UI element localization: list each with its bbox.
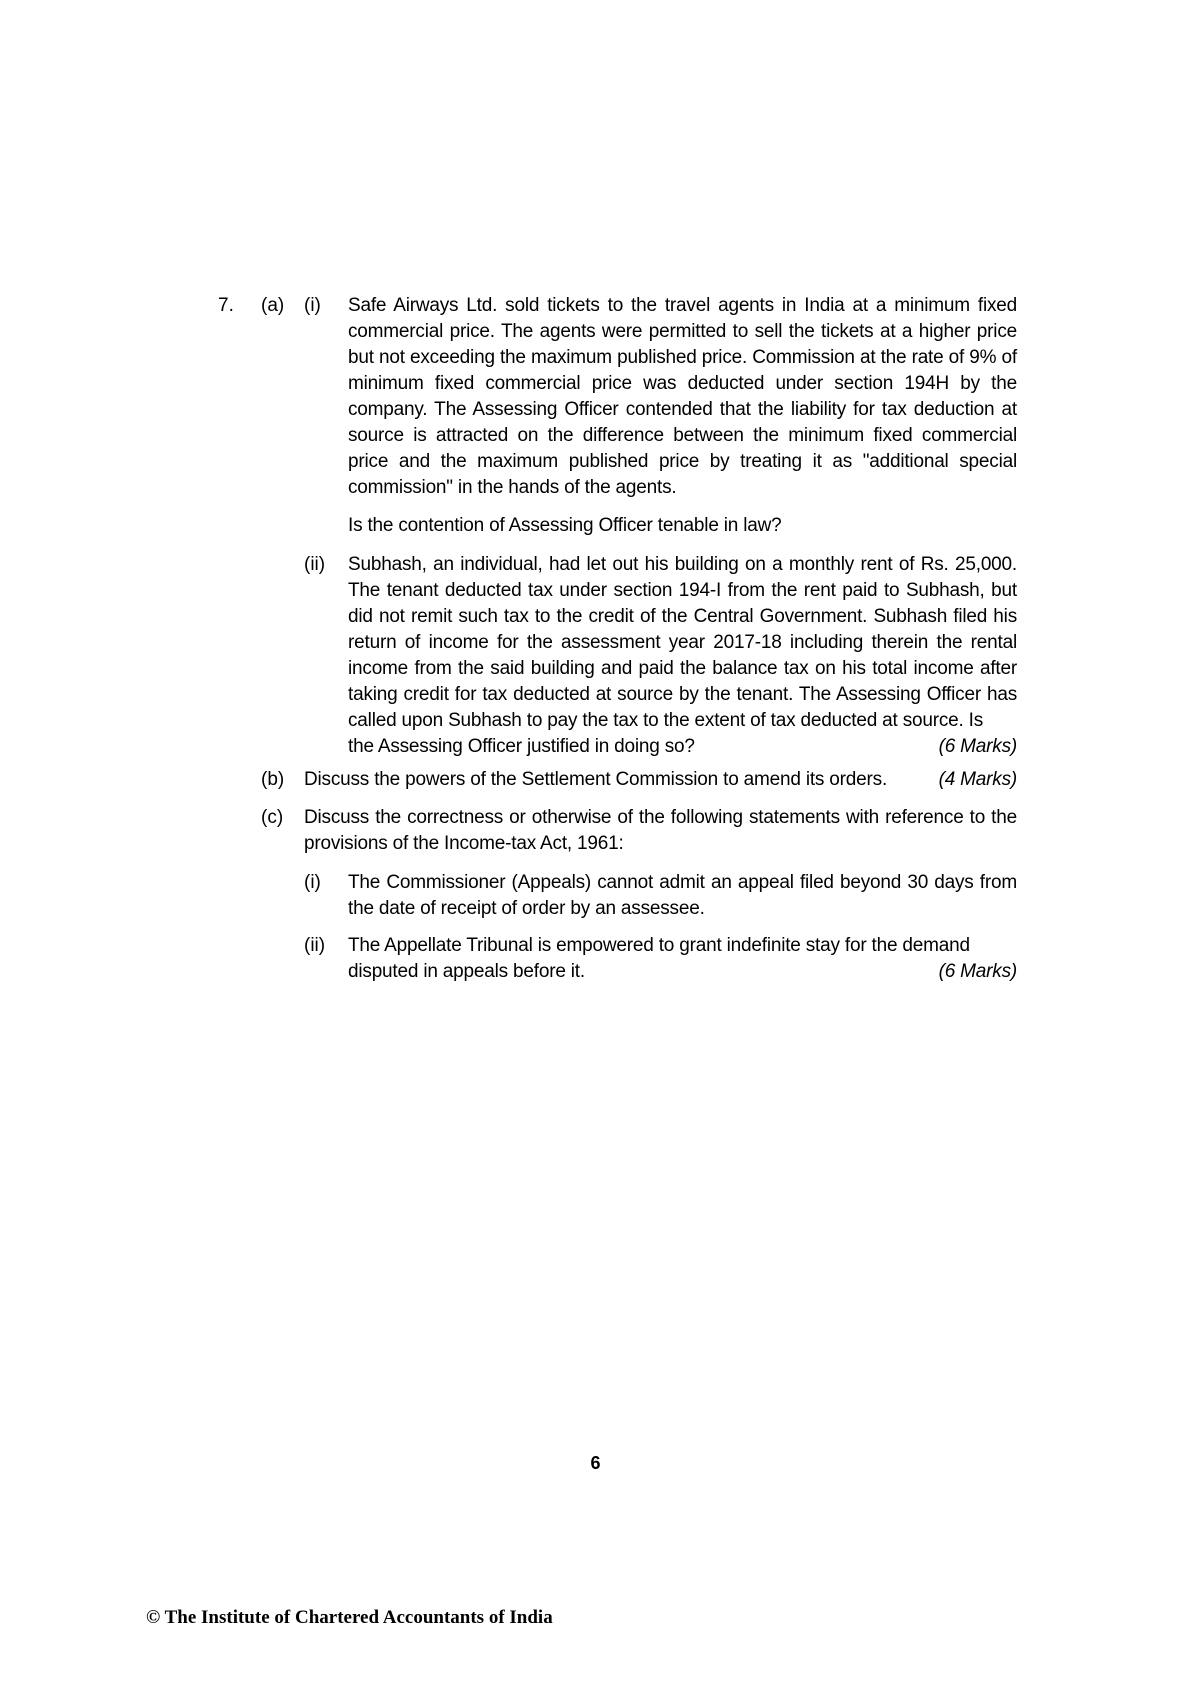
q7a-ii-text: Subhash, an individual, had let out his building on a monthly rent of Rs. 25,000. The tenant deducted tax under section 194-I from the rent paid to Subhash, but did not remit such tax to the credit of the Central Government. Subhash filed his return of income for the assessment year 2017-18 including therein the rental income from the said building and paid the balance tax on his total income after taking credit for tax deducted at source by the tenant. The Assessing Officer has called upon Subhash to pay the tax to the extent of tax deducted at source. Is bbox=[348, 554, 1017, 731]
q7c-i-text: The Commissioner (Appeals) cannot admit an appeal filed beyond 30 days from the date of receipt of order by an assessee. bbox=[348, 872, 1017, 919]
c-sub-i-label: (i) bbox=[304, 872, 321, 893]
q7c-ii-text: The Appellate Tribunal is empowered to grant indefinite stay for the demand bbox=[348, 935, 970, 956]
sub-ii-label: (ii) bbox=[304, 554, 326, 575]
q7b-marks: (4 Marks) bbox=[938, 769, 1017, 790]
q7a-i-text: Safe Airways Ltd. sold tickets to the travel agents in India at a minimum fixed commercial price. The agents were permitted to sell the tickets at a higher price but not exceeding the maximum published price. Commission at the rate of 9% of minimum fixed commercial price was deducted under section 194H by the company. The Assessing Officer contended that the liability for tax deduction at source is attracted on the difference between the minimum fixed commercial price and the maximum published price by treating it as "additional special commission" in the hands of the agents. bbox=[348, 295, 1017, 498]
q7c-text: Discuss the correctness or otherwise of the following statements with reference to the provisions of the Income-tax Act, 1961: bbox=[304, 807, 1017, 854]
q7a-ii-last-text: the Assessing Officer justified in doing so? bbox=[348, 736, 695, 757]
sub-i-label: (i) bbox=[304, 295, 321, 316]
q7b-line bbox=[304, 767, 1017, 793]
q7a-ii-block bbox=[348, 552, 1017, 760]
q7a-i-question: Is the contention of Assessing Officer tenable in law? bbox=[348, 515, 782, 536]
part-a-label: (a) bbox=[261, 295, 285, 316]
q7a-ii-last-line bbox=[348, 734, 1017, 760]
q7c-ii-last-line bbox=[348, 959, 1017, 985]
q7c-marks: (6 Marks) bbox=[938, 961, 1017, 982]
part-c-label: (c) bbox=[261, 807, 284, 828]
question-number: 7. bbox=[218, 295, 234, 316]
q7b-block bbox=[304, 767, 1017, 793]
q7c-ii-last-text: disputed in appeals before it. bbox=[348, 961, 585, 982]
copyright-footer: © The Institute of Chartered Accountants of India bbox=[146, 1607, 553, 1628]
c-sub-ii-label: (ii) bbox=[304, 935, 326, 956]
q7c-ii-block bbox=[348, 933, 1017, 985]
page-number: 6 bbox=[590, 1453, 601, 1473]
q7b-text: Discuss the powers of the Settlement Commission to amend its orders. bbox=[304, 769, 888, 790]
part-b-label: (b) bbox=[261, 769, 285, 790]
q7a-marks: (6 Marks) bbox=[938, 736, 1017, 757]
